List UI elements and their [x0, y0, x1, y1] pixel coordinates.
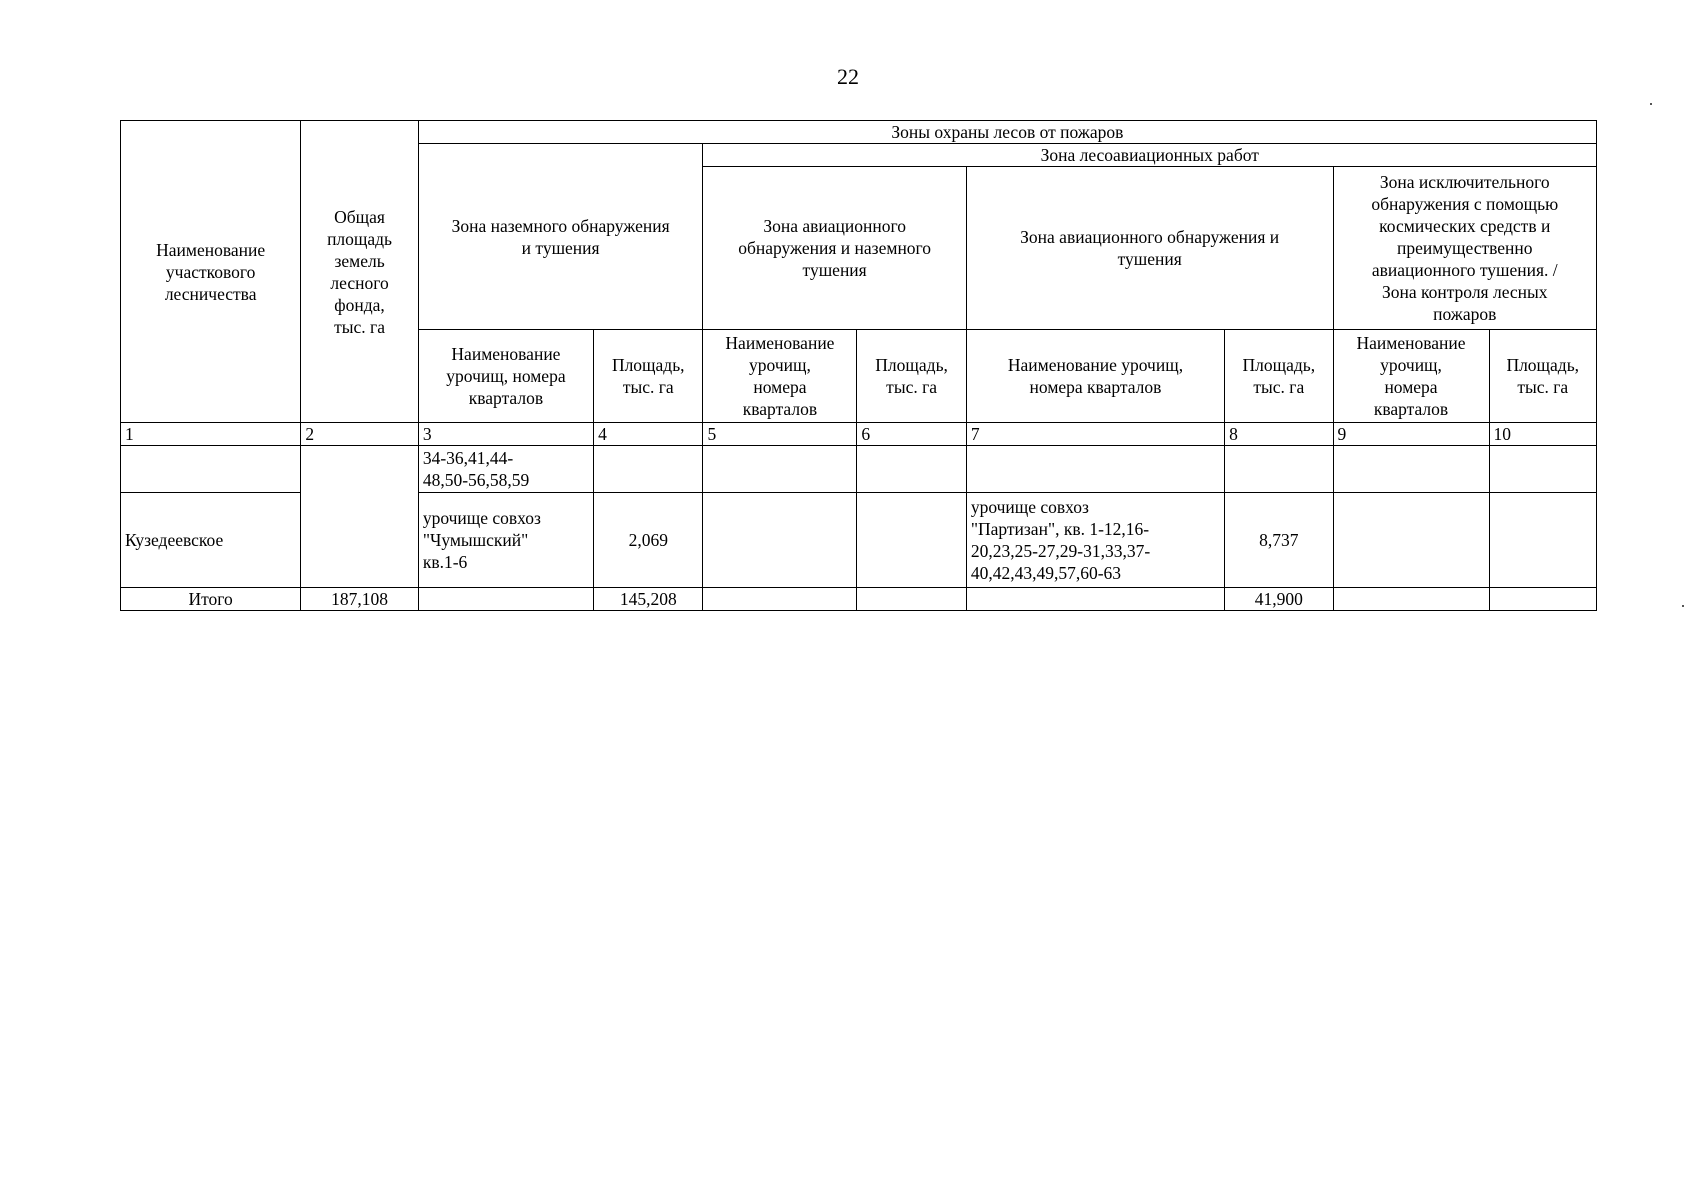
total-aviation-name-cell: [966, 588, 1224, 611]
space-area-cell: [1489, 446, 1596, 493]
ground-area-cell: [594, 446, 703, 493]
table-row: [121, 446, 1597, 493]
ground-name-cell: 34-36,41,44- 48,50-56,58,59: [418, 446, 593, 493]
header-space-name: Наименование урочищ, номера кварталов: [1333, 330, 1489, 423]
total-label: Итого: [121, 588, 301, 611]
forestry-cell: Кузедеевское: [121, 493, 301, 588]
total-space-area-cell: [1489, 588, 1596, 611]
header-ground-name: Наименование урочищ, номера кварталов: [418, 330, 593, 423]
total-aviation-ground-area-cell: [857, 588, 966, 611]
header-aviation-ground-area: Площадь, тыс. га: [857, 330, 966, 423]
column-number: 10: [1489, 423, 1596, 446]
header-aviation-detect-ground-zone: Зона авиационного обнаружения и наземного тушения: [703, 167, 966, 330]
aviation-ground-area-cell: [857, 493, 966, 588]
aviation-name-cell: [966, 446, 1224, 493]
header-aviation-detect-extinguish-zone: Зона авиационного обнаружения и тушения: [966, 167, 1333, 330]
column-number: 9: [1333, 423, 1489, 446]
total-aviation-ground-name-cell: [703, 588, 857, 611]
header-fire-zones: Зоны охраны лесов от пожаров: [418, 121, 1596, 144]
header-ground-zone: Зона наземного обнаружения и тушения: [418, 144, 703, 330]
column-number: 4: [594, 423, 703, 446]
space-name-cell: [1333, 493, 1489, 588]
total-area-value: 187,108: [301, 588, 419, 611]
header-forestry-name: Наименование участкового лесничества: [121, 121, 301, 423]
column-number: 6: [857, 423, 966, 446]
ground-name-cell: урочище совхоз "Чумышский" кв.1-6: [418, 493, 593, 588]
space-name-cell: [1333, 446, 1489, 493]
total-ground-name-cell: [418, 588, 593, 611]
total-ground-area-value: 145,208: [594, 588, 703, 611]
scan-speck: [1682, 605, 1684, 607]
column-number: 3: [418, 423, 593, 446]
scan-speck: [1650, 103, 1652, 105]
aviation-ground-area-cell: [857, 446, 966, 493]
total-area-cell: [301, 446, 419, 588]
header-aviation-area: Площадь, тыс. га: [1225, 330, 1333, 423]
column-number: 2: [301, 423, 419, 446]
ground-area-cell: 2,069: [594, 493, 703, 588]
header-aviation-works-zone: Зона лесоавиационных работ: [703, 144, 1597, 167]
total-row: [121, 588, 1597, 611]
header-space-zone: Зона исключительного обнаружения с помощью космических средств и преимущественно авиационного тушения. / Зона контроля лесных пожаров: [1333, 167, 1596, 330]
column-numbers-row: [121, 423, 1597, 446]
space-area-cell: [1489, 493, 1596, 588]
header-aviation-name: Наименование урочищ, номера кварталов: [966, 330, 1224, 423]
aviation-ground-name-cell: [703, 493, 857, 588]
total-space-name-cell: [1333, 588, 1489, 611]
header-ground-area: Площадь, тыс. га: [594, 330, 703, 423]
header-total-area: Общая площадь земель лесного фонда, тыс. га: [301, 121, 419, 423]
fire-zones-table: [120, 120, 1597, 611]
page-number: 22: [837, 64, 859, 89]
aviation-name-cell: урочище совхоз "Партизан", кв. 1-12,16- 20,23,25-27,29-31,33,37- 40,42,43,49,57,60-63: [966, 493, 1224, 588]
column-number: 1: [121, 423, 301, 446]
column-number: 8: [1225, 423, 1333, 446]
total-aviation-area-value: 41,900: [1225, 588, 1333, 611]
header-space-area: Площадь, тыс. га: [1489, 330, 1596, 423]
forestry-cell: [121, 446, 301, 493]
aviation-area-cell: 8,737: [1225, 493, 1333, 588]
aviation-ground-name-cell: [703, 446, 857, 493]
aviation-area-cell: [1225, 446, 1333, 493]
column-number: 7: [966, 423, 1224, 446]
header-aviation-ground-name: Наименование урочищ, номера кварталов: [703, 330, 857, 423]
column-number: 5: [703, 423, 857, 446]
